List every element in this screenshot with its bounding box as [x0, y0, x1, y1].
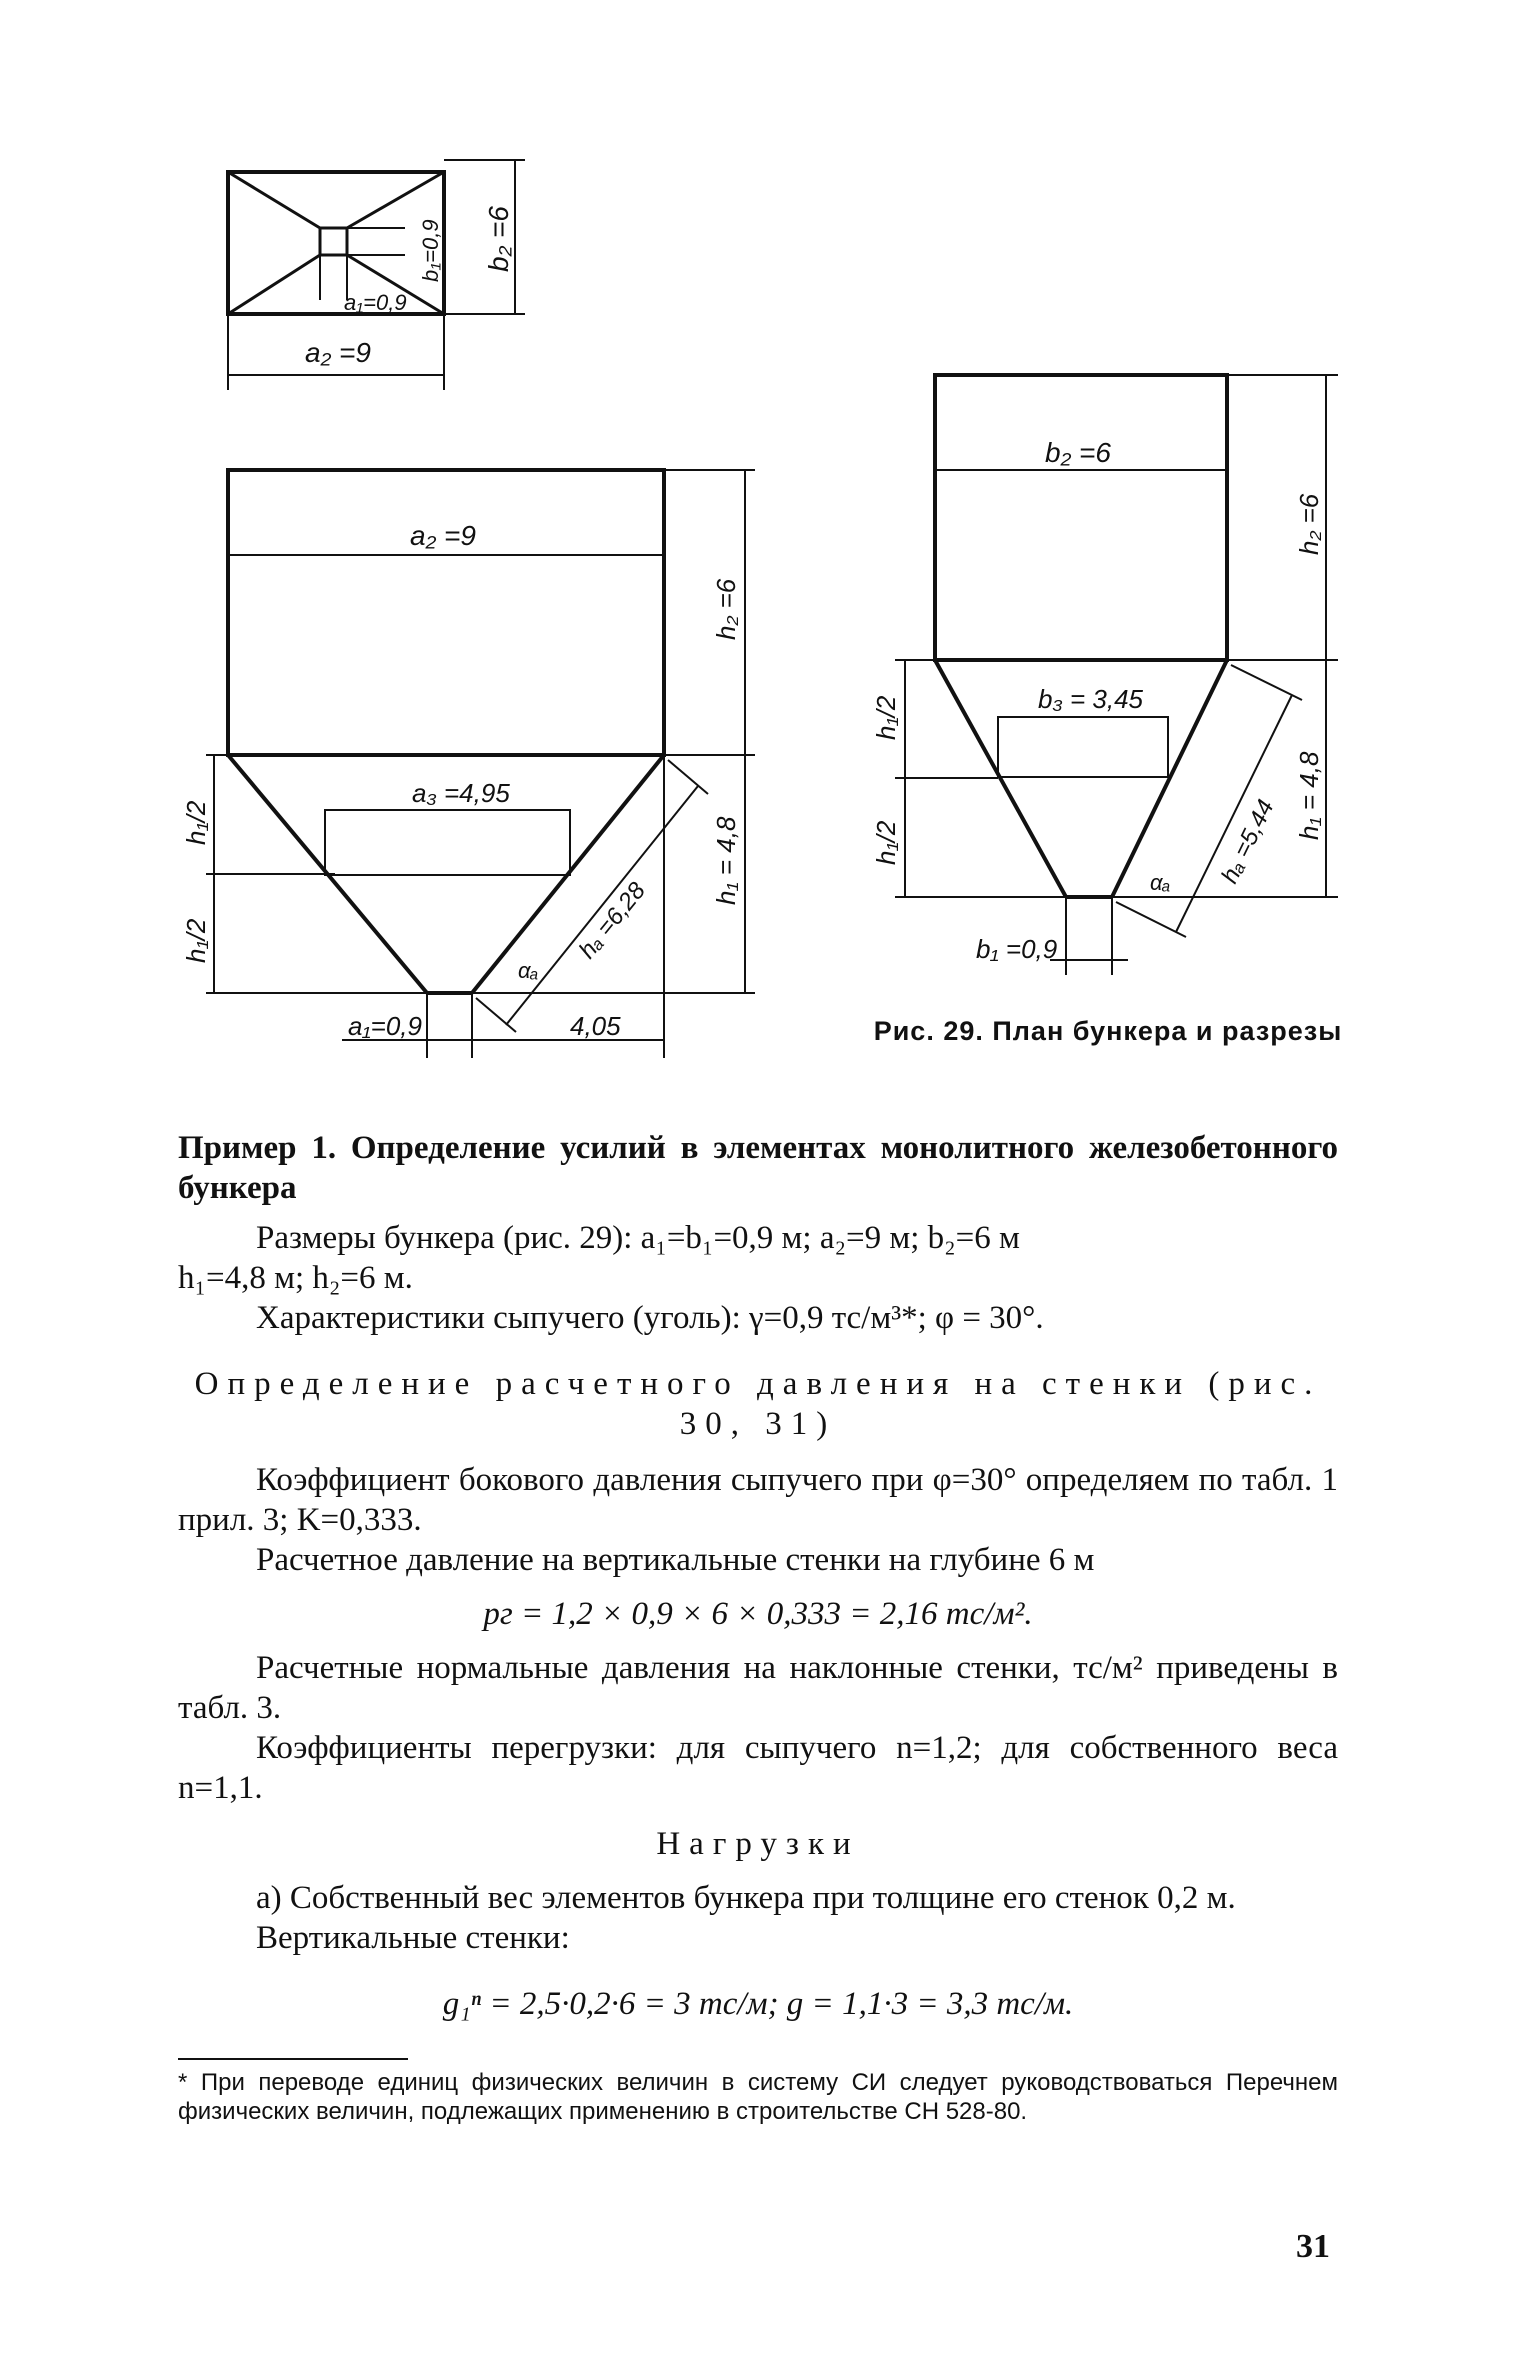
section-a-a3-label: a₃ =4,95 [412, 778, 510, 808]
footnote: * При переводе единиц физических величин в систему СИ следует руководствоваться Перечнем физических величин, подлежащих применению в строительстве СН 528-80. [178, 2069, 1338, 2125]
section-b-alpha-label: αₐ [1150, 870, 1171, 895]
section-a-alpha-label: αₐ [518, 958, 539, 983]
page-number: 31 [1296, 2228, 1330, 2265]
section-b-b1-label: b₁ =0,9 [976, 934, 1058, 964]
normal-paragraph: Расчетные нормальные давления на наклонные стенки, тс/м² приведены в табл. 3. [178, 1650, 1338, 1726]
section-b-b3-label: b₃ = 3,45 [1038, 684, 1144, 714]
section-b-h2-label: h₂ =6 [1294, 493, 1324, 555]
section-b-h1half-bottom: h₁/2 [871, 820, 901, 865]
section-a-h1half-bottom: h₁/2 [181, 918, 211, 963]
section-a-h1-label: h₁ = 4,8 [711, 816, 741, 905]
section-a-h2-label: h₂ =6 [711, 578, 741, 640]
vertical-walls-label: Вертикальные стенки: [256, 1920, 570, 1956]
plan-a2-label: a₂ =9 [305, 337, 371, 368]
section-title-loads: Нагрузки [656, 1826, 860, 1862]
section-b-h1half-top: h₁/2 [871, 695, 901, 740]
footnote-rule [178, 2058, 408, 2060]
section-a-view [206, 470, 755, 1058]
section-a-a2-label: a₂ =9 [410, 520, 476, 551]
pressure-formula: pг = 1,2 × 0,9 × 6 × 0,333 = 2,16 тс/м². [483, 1596, 1033, 1632]
bunker-figure [0, 0, 1535, 1090]
overload-paragraph: Коэффициенты перегрузки: для сыпучего n=1,2; для собственного веса n=1,1. [178, 1730, 1338, 1806]
section-a-offset-label: 4,05 [570, 1011, 621, 1041]
selfweight-formula: g₁ⁿ = 2,5·0,2·6 = 3 тс/м; g = 1,1·3 = 3,3 тс/м. [442, 1986, 1074, 2022]
selfweight-paragraph: а) Собственный вес элементов бункера при толщине его стенок 0,2 м. [256, 1880, 1236, 1916]
plan-view [228, 160, 525, 390]
section-title-pressure: Определение расчетного давления на стенки (рис. 30, 31) [194, 1366, 1322, 1442]
dims-line-2: h₁=4,8 м; h₂=6 м. [178, 1260, 413, 1296]
section-b-view [895, 375, 1338, 975]
plan-a1-label: a₁=0,9 [344, 290, 407, 315]
material-line: Характеристики сыпучего (уголь): γ=0,9 тс/м³*; φ = 30°. [256, 1300, 1044, 1336]
section-b-b2-label: b₂ =6 [1045, 437, 1111, 468]
pressure-paragraph: Расчетное давление на вертикальные стенки на глубине 6 м [256, 1542, 1095, 1578]
figure-caption: Рис. 29. План бункера и разрезы [873, 1016, 1343, 1046]
coef-paragraph: Коэффициент бокового давления сыпучего при φ=30° определяем по табл. 1 прил. 3; K=0,333. [178, 1462, 1338, 1538]
dims-line-1: Размеры бункера (рис. 29): a₁=b₁=0,9 м; a₂=9 м; b₂=6 м [256, 1220, 1020, 1256]
section-a-slant-label: hₐ =6,28 [573, 877, 651, 964]
example-heading: Пример 1. Определение усилий в элементах монолитного железобетонного бункера [178, 1130, 1338, 1206]
plan-b1-label: b₁=0,9 [418, 219, 443, 282]
section-b-h1-label: h₁ = 4,8 [1294, 751, 1324, 840]
section-a-h1half-top: h₁/2 [181, 800, 211, 845]
plan-b2-label: b₂ =6 [483, 206, 514, 272]
section-b-slant-label: hₐ =5,44 [1216, 795, 1280, 888]
section-a-a1-label: a₁=0,9 [348, 1011, 422, 1041]
body-text [178, 1128, 1338, 2038]
